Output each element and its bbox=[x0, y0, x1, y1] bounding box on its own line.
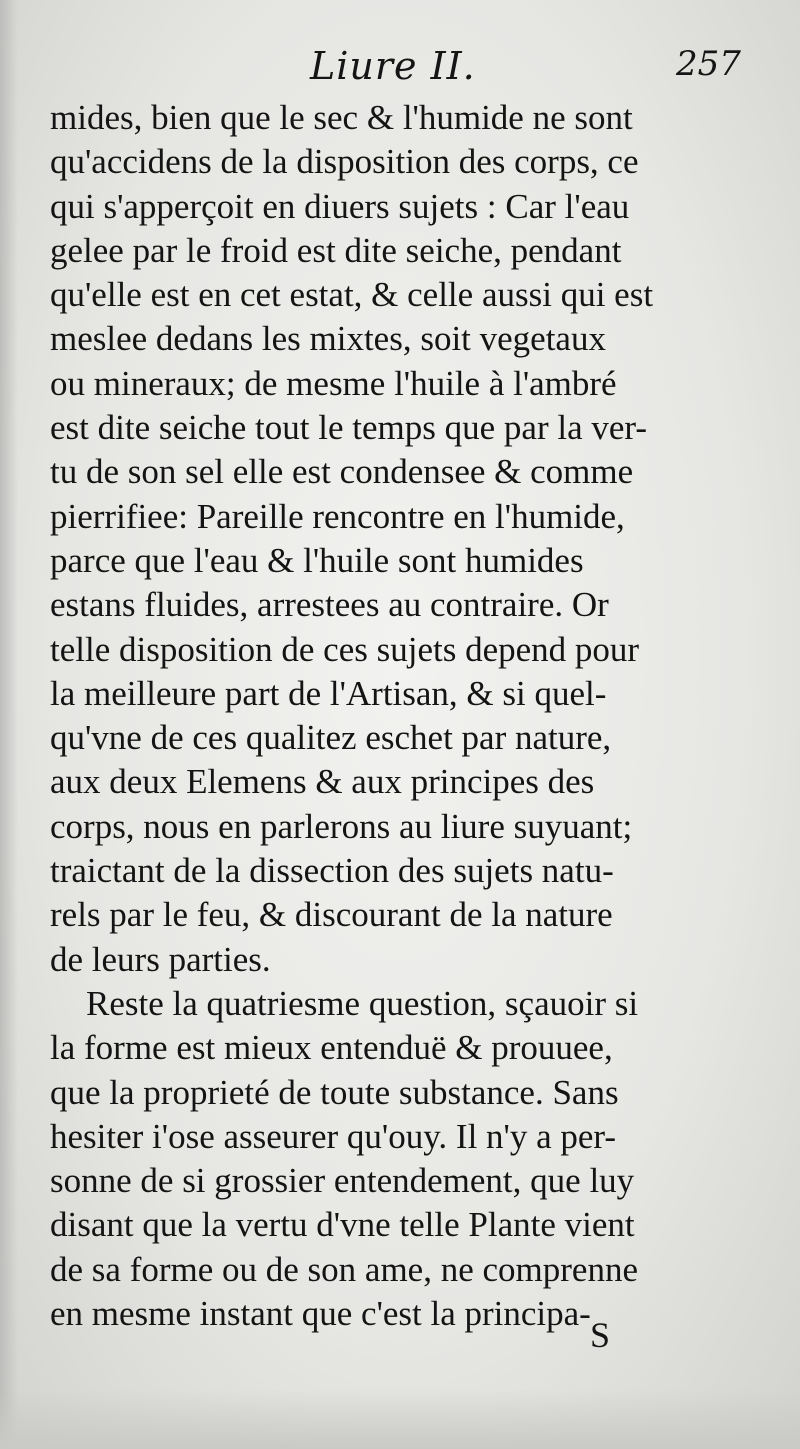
text-line: la forme est mieux entenduë & prouuee, bbox=[50, 1028, 613, 1068]
text-line: de sa forme ou de son ame, ne comprenne bbox=[50, 1249, 638, 1289]
text-line: est dite seiche tout le temps que par la ver- bbox=[50, 408, 647, 448]
running-head: Liure II. bbox=[310, 44, 476, 88]
page-header bbox=[0, 44, 800, 94]
text-line: sonne de si grossier entendement, que luy bbox=[50, 1161, 635, 1201]
text-line: mides, bien que le sec & l'humide ne sont bbox=[50, 98, 633, 137]
text-line: telle disposition de ces sujets depend pour bbox=[50, 629, 640, 669]
paragraph-start-line: Reste la quatriesme question, sçauoir si bbox=[86, 983, 639, 1023]
text-line: meslee dedans les mixtes, soit vegetaux bbox=[50, 319, 606, 359]
page-number: 257 bbox=[676, 44, 741, 84]
text-line: disant que la vertu d'vne telle Plante vient bbox=[50, 1205, 635, 1245]
text-line: rels par le feu, & discourant de la nature bbox=[50, 895, 613, 935]
text-line: corps, nous en parlerons au liure suyuant; bbox=[50, 806, 633, 846]
text-line: parce que l'eau & l'huile sont humides bbox=[50, 540, 584, 580]
text-line: tu de son sel elle est condensee & comme bbox=[50, 452, 634, 492]
text-line: traictant de la dissection des sujets natu- bbox=[50, 851, 614, 891]
text-line: ou mineraux; de mesme l'huile à l'ambré bbox=[50, 363, 617, 403]
page-shadow-bottom bbox=[0, 1389, 800, 1449]
text-line: qu'elle est en cet estat, & celle aussi qui est bbox=[50, 275, 654, 315]
text-line: estans fluides, arrestees au contraire. Or bbox=[50, 585, 609, 625]
text-line: qu'accidens de la disposition des corps, ce bbox=[50, 142, 639, 182]
text-line: en mesme instant que c'est la principa- bbox=[50, 1294, 591, 1334]
text-line: hesiter i'ose asseurer qu'ouy. Il n'y a per- bbox=[50, 1116, 617, 1156]
text-line: pierrifiee: Pareille rencontre en l'humide, bbox=[50, 496, 625, 536]
text-line: de leurs parties. bbox=[50, 939, 271, 979]
body-text bbox=[50, 96, 770, 1336]
text-line: la meilleure part de l'Artisan, & si quel- bbox=[50, 673, 607, 713]
signature-mark: S bbox=[590, 1315, 611, 1355]
text-line: que la proprieté de toute substance. Sans bbox=[50, 1072, 619, 1112]
text-line: aux deux Elemens & aux principes des bbox=[50, 762, 595, 802]
text-line: qu'vne de ces qualitez eschet par nature, bbox=[50, 718, 612, 758]
page-shadow-left bbox=[0, 0, 18, 1449]
text-line: gelee par le froid est dite seiche, pendant bbox=[50, 230, 622, 270]
text-line: qui s'apperçoit en diuers sujets : Car l'eau bbox=[50, 186, 630, 226]
